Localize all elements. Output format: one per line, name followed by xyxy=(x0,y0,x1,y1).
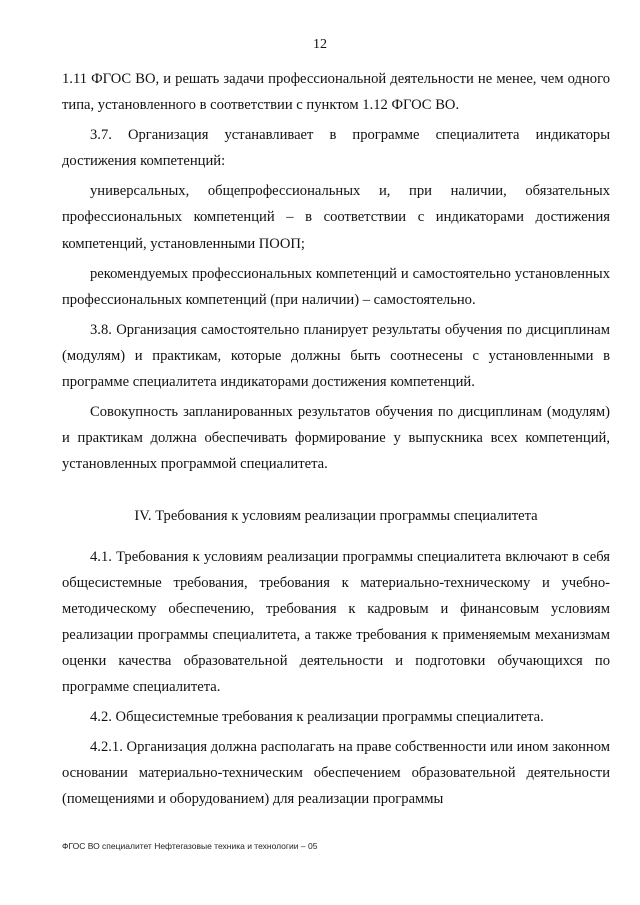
section-heading: IV. Требования к условиям реализации программы специалитета xyxy=(134,508,538,525)
paragraph-3-7: 3.7. Организация устанавливает в программе специалитета индикаторы достижения компетенций: xyxy=(62,127,610,170)
paragraph-4-2-1: 4.2.1. Организация должна располагать на праве собственности или ином законном основании материально-техническим обеспечением образовательной деятельности (помещениями и оборудованием) для реализации программы xyxy=(62,739,610,808)
page-number: 12 xyxy=(313,37,327,52)
paragraph-4-1: 4.1. Требования к условиям реализации программы специалитета включают в себя общесистемные требования, требования к материально-техническому и учебно-методическому обеспечению, требования к кадровым и финансовым условиям реализации программы специалитета, а также требования к применяемым механизмам оценки качества образовательной деятельности и подготовки обучающихся по программе специалитета. xyxy=(62,548,610,695)
paragraph-universal-competencies: универсальных, общепрофессиональных и, при наличии, обязательных профессиональных компетенций – в соответствии с индикаторами достижения компетенций, установленными ПООП; xyxy=(62,183,610,252)
paragraph-learning-outcomes: Совокупность запланированных результатов обучения по дисциплинам (модулям) и практикам должна обеспечивать формирование у выпускника всех компетенций, установленных программой специалитета. xyxy=(62,404,610,473)
document-body xyxy=(62,66,610,816)
paragraph-3-8: 3.8. Организация самостоятельно планирует результаты обучения по дисциплинам (модулям) и практикам, которые должны быть соотнесены с установленными в программе специалитета индикаторами достижения компетенций. xyxy=(62,321,610,391)
paragraph-recommended-competencies: рекомендуемых профессиональных компетенций и самостоятельно установленных профессиональных компетенций (при наличии) – самостоятельно. xyxy=(62,265,610,308)
paragraph-4-2: 4.2. Общесистемные требования к реализации программы специалитета. xyxy=(90,709,544,726)
page-footer: ФГОС ВО специалитет Нефтегазовые техника и технологии – 05 xyxy=(62,841,318,851)
paragraph-continuation: 1.11 ФГОС ВО, и решать задачи профессиональной деятельности не менее, чем одного типа, установленного в соответствии с пунктом 1.12 ФГОС ВО. xyxy=(62,71,610,114)
